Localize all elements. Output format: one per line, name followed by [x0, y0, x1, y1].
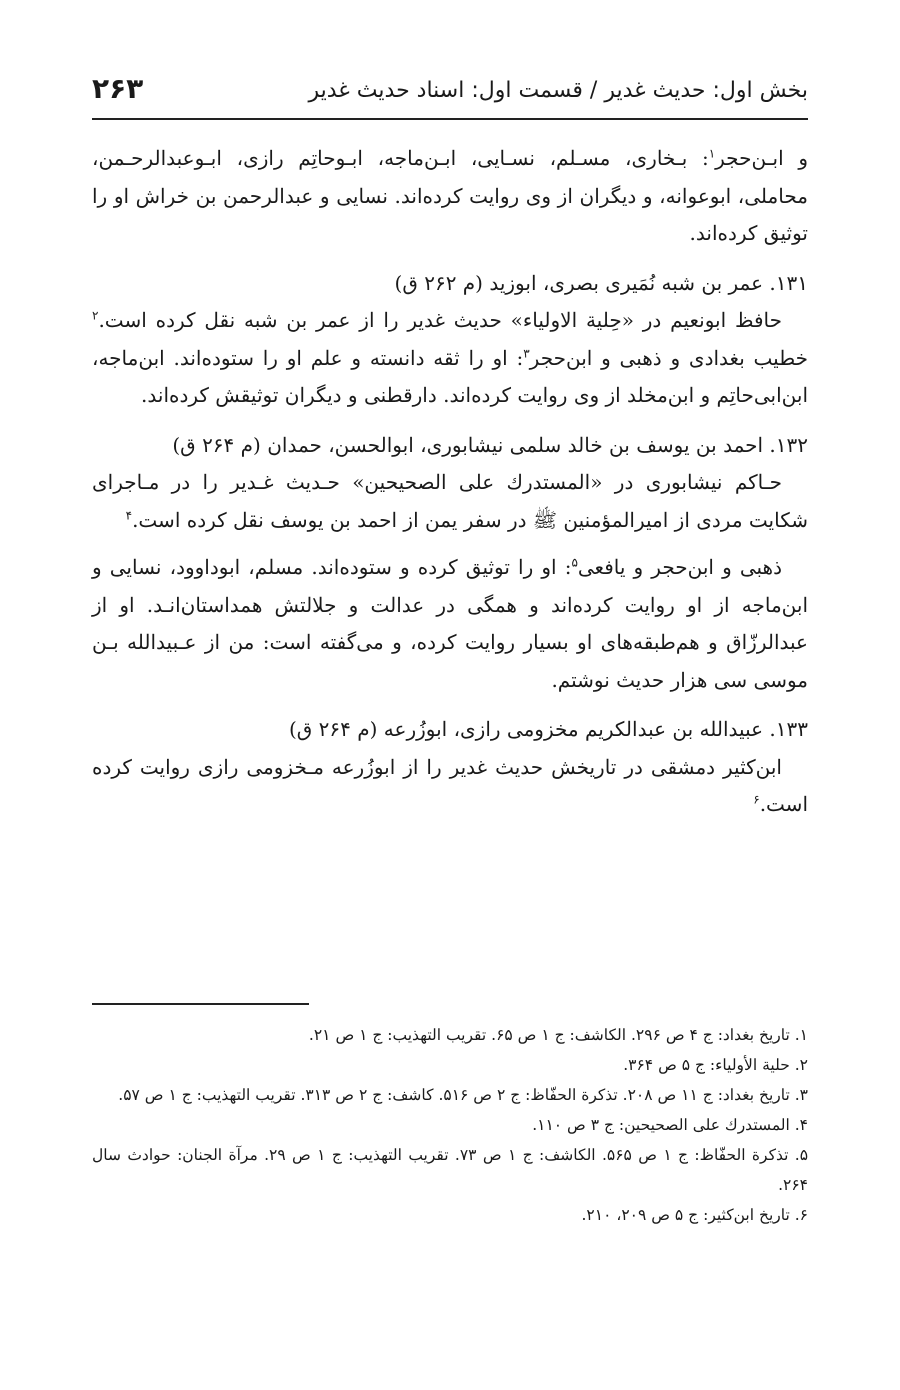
running-head [92, 72, 808, 118]
footnote-4: ۴. المستدرك علی الصحیحین: ج ۳ ص ۱۱۰. [532, 1116, 808, 1134]
page-number: ۲۶۳ [92, 72, 144, 105]
footnote-1: ۱. تاریخ بغداد: ج ۴ ص ۲۹۶. الکاشف: ج ۱ ص ۶۵. تقریب التهذیب: ج ۱ ص ۲۱. [308, 1026, 808, 1044]
footnote-6: ۶. تاریخ ابن‌کثیر: ج ۵ ص ۲۰۹، ۲۱۰. [581, 1206, 808, 1224]
paragraph-132a [92, 464, 808, 539]
footnote-3: ۳. تاریخ بغداد: ج ۱۱ ص ۲۰۸. تذکرة الحفّاظ: ج ۲ ص ۵۱۶. کاشف: ج ۲ ص ۳۱۳. تقریب التهذیب: ج ۱ ص ۵۷. [118, 1086, 808, 1104]
footnote-rule [92, 1003, 309, 1005]
text-run: : او را توثیق کرده و ستوده‌اند. مسلم، ابوداوود، نسایی و ابن‌ماجه از او روایت کرده‌اند و همگی در عدالت و جلالتش همداستان‌انـد. او از عبدالرزّاق و هم‌طبقه‌های او بسیار روایت کرده، و می‌گفته است: من از عـبیدالله بـن موسی سی هزار حدیث نوشتم. [92, 555, 809, 692]
text-run: ذهبی و ابن‌حجر و یافعی [577, 555, 782, 579]
paragraph-133 [92, 749, 808, 824]
text-run: و ابـن‌حجر [715, 146, 808, 170]
text-run: حـاکم نیشابوری در «المستدرك علی الصحیحین» حـدیث غـدیر را در مـاجرای شکایت مردی از امیرالمؤمنین ﷺ در سفر یمن از احمد بن یوسف نقل کرده است. [92, 470, 808, 532]
footnote-ref-6[interactable]: ۶ [753, 792, 760, 807]
footnote-5: ۵. تذکرة الحفّاظ: ج ۱ ص ۵۶۵. الکاشف: ج ۱ ص ۷۳. تقریب التهذیب: ج ۱ ص ۲۹. مرآة الجنان: حوادث سال ۲۶۴. [92, 1146, 809, 1194]
footnote-ref-1[interactable]: ۱ [708, 146, 716, 161]
footnote-ref-5[interactable]: ۵ [571, 555, 578, 570]
text-run: حافظ ابونعیم در «حِلیة الاولیاء» حدیث غدیر را از عمر بن شبه نقل کرده است. [98, 308, 782, 332]
entry-heading-131: ۱۳۱. عمر بن شبه نُمَیری بصری، ابوزید (م ۲۶۲ ق) [394, 270, 808, 295]
paragraph-132b [92, 549, 808, 699]
entry-heading-133: ۱۳۳. عبیدالله بن عبدالکریم مخزومی رازی، ابوزُرعه (م ۲۶۴ ق) [288, 717, 808, 741]
body-text [92, 140, 808, 824]
footnote-ref-4[interactable]: ۴ [125, 507, 133, 522]
footnotes [92, 1020, 808, 1230]
text-run: خطیب بغدادی و ذهبی و ابن‌حجر [529, 345, 808, 370]
footnote-2: ۲. حلیة الأولیاء: ج ۵ ص ۳۶۴. [623, 1056, 808, 1074]
running-head-title: بخش اول: حدیث غدیر / قسمت اول: اسناد حدیث غدیر [308, 78, 808, 103]
text-run: : بـخاری، مسـلم، نسـایی، ابـن‌ماجه، ابـوحاتِم رازی، ابـوعبدالرحـمن، محاملی، ابوعوانه، و دیگران از وی روایت کرده‌اند. نسایی و عبدالرحمن بن خراش او را توثیق کرده‌اند. [92, 146, 808, 245]
paragraph-intro [92, 140, 808, 253]
text-run: ابن‌کثیر دمشقی در تاریخش حدیث غدیر را از ابوزُرعه مـخزومی رازی روایت کرده است. [92, 754, 808, 816]
text-run: : او را ثقه دانسته و علم او را ستوده‌اند. ابن‌ماجه، ابن‌ابی‌حاتِم و ابن‌مخلد از وی روایت کرده‌اند. دارقطنی و دیگران توثیقش کرده‌اند. [92, 345, 808, 407]
paragraph-131 [92, 302, 808, 415]
header-rule [92, 118, 808, 120]
entry-heading-132: ۱۳۲. احمد بن یوسف بن خالد سلمی نیشابوری، ابوالحسن، حمدان (م ۲۶۴ ق) [172, 432, 808, 457]
footnote-ref-2[interactable]: ۲ [92, 308, 99, 323]
footnote-ref-3[interactable]: ۳ [523, 345, 530, 360]
